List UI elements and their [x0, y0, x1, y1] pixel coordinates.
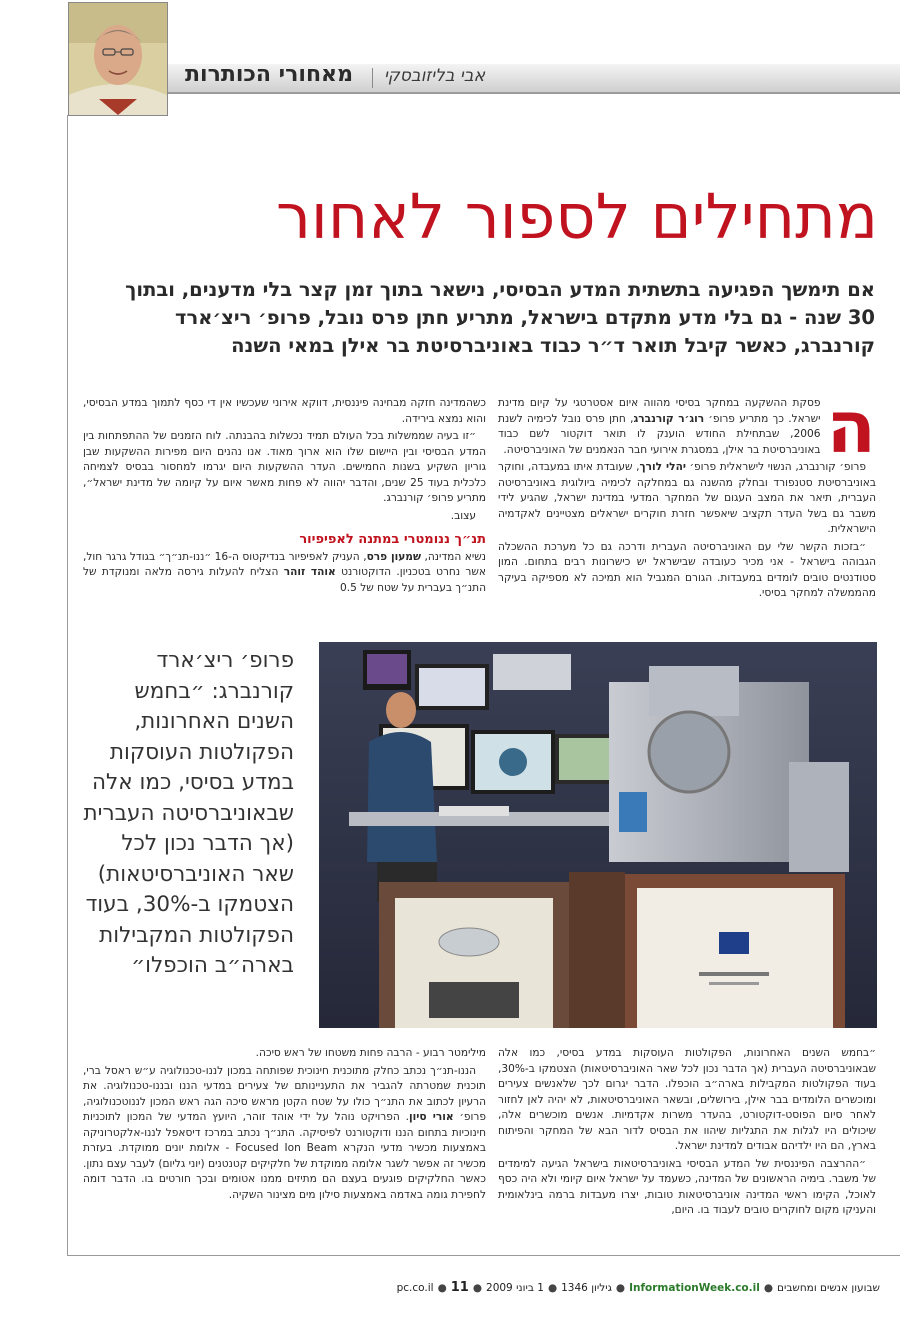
paragraph: הננו-תנ״ך נכתב כחלק מתוכנית חינוכית שפותחה במכון לננו-טכנולוגיה ע״ש ראסל ברי, תוכנית שמטרתה להגביר את התעניינותם של צעירים במדעי הננו ובננו-טכנולוגיה. את הרעיון לכתוב את התנ״ך כולו על שטח הקטן מראש סיכה הגה ראש המכון לננוטכנולוגיה, פרופ׳ אורי סיון. הפרויקט נוהל על ידי אוהד זוהר, היועץ המדעי של המכון לתוכניות חינוכיות בתחום הננו ודוקטורנט לפיסיקה. התנ״ך נכתב במרכז דיסאפל לננו-אלקטרוניקה באמצעות מכשיר מדעי הנקרא Focused Ion Beam - אלומת יונים ממוקדת. בעזרת מכשיר זה אפשר לשגר אלומה ממוקדת של חלקיקים קטנטנים (יוני גליום) לעבר עצם נתון. כאשר החלקיקים פוגעים בעצם הם מתיזים ממנו אטומים ובכך חורטים בו. הדבר דומה לחפירת גומה באדמה באמצעות סילון מים מצינור השקיה.: [83, 1064, 486, 1201]
issue-date: 1 ביוני 2009: [486, 1282, 544, 1294]
frame-line-bottom: [67, 1255, 900, 1256]
person-name: שמעון פרס: [366, 550, 421, 563]
separator-dot: ●: [472, 1282, 483, 1294]
separator-dot: ●: [437, 1282, 447, 1294]
author-portrait-image: [69, 3, 167, 115]
column-right-top: [498, 385, 876, 604]
page-number: 11: [450, 1280, 469, 1295]
paragraph: כשהמדינה חזקה מבחינה פיננסית, דווקא אירוני שעכשיו אין די כסף לתמוך במדע הבסיסי, והוא נמצא בירידה.: [83, 397, 486, 425]
headline: מתחילים לספור לאחור: [275, 180, 878, 253]
column-left-top: [83, 396, 486, 598]
site-link[interactable]: pc.co.il: [396, 1282, 434, 1294]
frame-line-left: [67, 115, 68, 1255]
author-photo: [68, 2, 168, 116]
paragraph: עצוב.: [450, 509, 476, 522]
publication-name: שבועון אנשים ומחשבים: [777, 1282, 880, 1294]
laboratory-image: [319, 642, 877, 1028]
issue-number: גיליון 1346: [561, 1282, 612, 1294]
person-name: אוהד זוהר: [283, 566, 336, 578]
paragraph: פסקת ההשקעה במחקר בסיסי מהווה איום אסטרטגי על קיום מדינת ישראל. כך מתריע פרופ׳ רוג׳ר קורנברג, חתן פרס נובל לכימיה לשנת 2006, שבתחילת החודש הוענק לו תואר דוקטור לשם כבוד באוניברסיטת בר אילן, במסגרת אירועי חבר הנאמנים של האוניברסיטה.: [498, 397, 821, 456]
separator-dot: ●: [547, 1282, 558, 1294]
site-link[interactable]: InformationWeek.co.il: [629, 1282, 760, 1294]
page-header: [0, 0, 900, 92]
paragraph: ״בזכות הקשר שלי עם האוניברסיטה העברית ודרכה גם כל מערכת ההשכלה הגבוהה בישראל - אני מכיר כעובדה שבישראל יש כישרונות רבים בתחום. המון סטודנטים טובים לומדים במעבדות. הגורם המגביל הוא תמיכה לא מספיקה בעיקר מהממשלה למחקר בסיסי.: [498, 540, 876, 599]
page-footer: [397, 1280, 880, 1295]
paragraph: ״ההרצבה הפיננסית של המדע הבסיסי באוניברסיטאות בישראל הגיעה למימדים של משבר. בימיה הראשונים של המדינה, כשעמד על ישראל איום קיומי ולא היה כסף לאוכל, הקימו ראשי המדינה אוניברסיטאות טובות, יצרו מעבדות ברמה בינלאומית והעניקו מקום לחוקרים טובים לעבוד בו. היום,: [498, 1157, 876, 1216]
header-divider: [372, 68, 373, 88]
separator-dot: ●: [615, 1282, 626, 1294]
section-label: מאחורי הכותרות: [185, 62, 353, 87]
drop-cap: ה: [826, 385, 876, 469]
paragraph: ״זו בעיה שממשלות בכל העולם תמיד נכשלות בהבנתה. לוח הזמנים של ההתפתחות בין המדע הבסיסי ובין היישום שלו הוא ארוך מאוד. אנו נהנים היום מפירות ההשקעות שבן גוריון השקיע בשנות החמישים. העדר ההשקעות היום יגרמו למחסור בבסיס לצמיחה כלכלית בעוד 25 שנים, והדבר יהווה לא פחות מאשר איום על קיומה של מדינת ישראל״, מתריע פרופ׳ קורנברג.: [83, 430, 486, 504]
person-name: יהלי לורך: [639, 461, 686, 473]
subheading: תנ״ך ננומטרי במתנה לאפיפיור: [299, 532, 486, 547]
paragraph: פרופ׳ קורנברג, הנשוי לישראלית פרופ׳ יהלי לורך, שעובדת איתו במעבדה, וחוקר באוניברסיטת סטנפורד ובחלק מהשנה גם במחלקה לכימיה ביולוגית באוניברסיטה העברית, תיאר את המצב העגום של המחקר המדעי במדינת ישראל, שהגיע לידי משבר גם בשל העדר תקציב שיאפשר חזרת חוקרים ישראלים מצטיינים לאקדמיה הישראלית.: [498, 461, 876, 535]
subtitle: אם תימשך הפגיעה בתשתית המדע הבסיסי, נישאר בתוך זמן קצר בלי מדענים, ובתוך 30 שנה - גם בלי מדע מתקדם בישראל, מתריע חתן פרס נובל, פרופ׳ ריצ׳ארד קורנברג, כאשר קיבל תואר ד״ר כבוד באוניברסיטת בר אילן במאי השנה: [125, 278, 875, 357]
lab-photo: [319, 642, 877, 1028]
paragraph: ״בחמש השנים האחרונות, הפקולטות העוסקות במדע בסיסי, כמו אלה שבאוניברסיטה העברית (אך הדבר נכון לכל שאר האוניברסיטאות) הצטמקו ב-30%, בעוד הפקולטות המקבילות בארה״ב הוכפלו. הדבר יגרום לכך שלאנשים צעירים ומוכשרים הלומדים בבר אילן, בירושלים, ובשאר האוניברסיטאות, לא יהיה לאן לחזור לאחר סיום הפוסט-דוקטורט, בהעדר משרות אקדמיות. אנשים מוכשרים אלה, שיכולים היו לגלות את התגליות שיהוו את הבסיס לדור הבא של המחקר והפיתוח בארץ, הם היו ילדיהם אבודים למדינת ישראל.: [498, 1047, 876, 1152]
person-name: רוג׳ר קורנברג: [633, 412, 705, 425]
column-left-bottom: [83, 1046, 486, 1205]
paragraph: מילימטר רבוע - הרבה פחות משטחו של ראש סיכה.: [255, 1047, 486, 1059]
paragraph: נשיא המדינה, שמעון פרס, העניק לאפיפיור בנדיקטוס ה-16 ״ננו-תנ״ך״ בגודל גרגר חול, אשר נחרט בטכניון. הדוקטורנט אוהד זוהר הצליח להעלות גירסה מלאה ומנוקדת של התנ״ך בעברית על שטח של 0.5: [83, 550, 486, 594]
pull-quote: פרופ׳ ריצ׳ארד קורנברג: ״בחמש השנים האחרונות, הפקולטות העוסקות במדע בסיסי, כמו אלה שבאוניברסיטה העברית (אך הדבר נכון לכל שאר האוניברסיטאות) הצטמקו ב-30%, בעוד הפקולטות המקבילות בארה״ב הוכפלו״: [83, 648, 294, 978]
author-name: אבי בליזובסקי: [384, 66, 485, 86]
column-right-bottom: [498, 1046, 876, 1221]
person-name: אורי סיון: [409, 1111, 454, 1123]
separator-dot: ●: [763, 1282, 773, 1294]
